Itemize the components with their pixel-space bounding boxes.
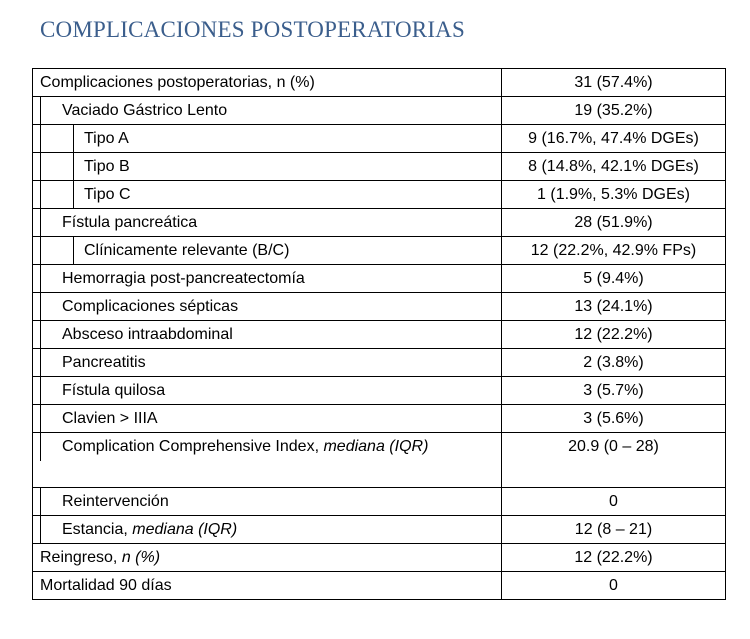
table-row [33,405,726,433]
row-label: Pancreatitis [33,349,501,376]
row-label-cell [33,97,502,125]
row-value: 0 [502,488,726,516]
row-label-cell [33,265,502,293]
row-value: 19 (35.2%) [502,97,726,125]
row-label-cell [33,544,502,572]
table-row [33,97,726,125]
table-row [33,433,726,488]
row-label-cell [33,377,502,405]
row-value: 9 (16.7%, 47.4% DGEs) [502,125,726,153]
table-row [33,321,726,349]
row-value: 3 (5.6%) [502,405,726,433]
row-label: Tipo C [33,181,501,208]
row-value: 2 (3.8%) [502,349,726,377]
row-label: Hemorragia post-pancreatectomía [33,265,501,292]
row-value: 12 (8 – 21) [502,516,726,544]
row-value: 13 (24.1%) [502,293,726,321]
row-label-cell [33,69,502,97]
row-label: Reintervención [33,488,501,515]
table-row [33,265,726,293]
table-row [33,125,726,153]
row-label-text: Estancia, [62,521,133,538]
row-label-cell [33,153,502,181]
row-label-cell [33,321,502,349]
row-label: Complicaciones sépticas [33,293,501,320]
row-value: 12 (22.2%, 42.9% FPs) [502,237,726,265]
row-label-cell [33,433,502,488]
row-label-emphasis: mediana (IQR) [323,438,429,455]
table-row [33,293,726,321]
row-value: 3 (5.7%) [502,377,726,405]
row-label-cell [33,209,502,237]
row-label: Complicaciones postoperatorias, n (%) [40,74,315,91]
row-label [33,516,501,543]
row-label [33,544,501,571]
row-label-cell [33,488,502,516]
row-label: Tipo A [33,125,501,152]
row-label: Fístula quilosa [33,377,501,404]
table-row [33,349,726,377]
table-row [33,377,726,405]
row-value: 12 (22.2%) [502,321,726,349]
table-row [33,516,726,544]
row-value: 12 (22.2%) [502,544,726,572]
row-label-text: Reingreso, [40,549,122,566]
row-value: 0 [502,572,726,600]
table-row [33,572,726,600]
row-label-emphasis: n (%) [121,549,161,566]
row-label: Absceso intraabdominal [33,321,501,348]
row-label-cell [33,572,502,600]
row-label-cell [33,516,502,544]
row-value: 1 (1.9%, 5.3% DGEs) [502,181,726,209]
table-row [33,69,726,97]
table-row [33,181,726,209]
row-value: 20.9 (0 – 28) [502,433,726,488]
row-label: Tipo B [33,153,501,180]
page-title: COMPLICACIONES POSTOPERATORIAS [40,17,465,42]
table-row [33,209,726,237]
row-label: Vaciado Gástrico Lento [33,97,501,124]
row-value: 8 (14.8%, 42.1% DGEs) [502,153,726,181]
row-label: Clavien > IIIA [33,405,501,432]
row-label-cell [33,293,502,321]
row-value: 5 (9.4%) [502,265,726,293]
table-row [33,153,726,181]
row-label-cell [33,125,502,153]
row-label: Mortalidad 90 días [40,577,172,594]
row-value: 28 (51.9%) [502,209,726,237]
table-row [33,237,726,265]
row-value: 31 (57.4%) [502,69,726,97]
row-label [33,433,501,460]
row-label-cell [33,405,502,433]
table-row [33,544,726,572]
row-label-cell [33,181,502,209]
row-label-cell [33,237,502,265]
row-label: Clínicamente relevante (B/C) [33,237,501,264]
row-label-cell [33,349,502,377]
row-label-emphasis: mediana (IQR) [132,521,238,538]
row-label: Fístula pancreática [33,209,501,236]
table-row [33,488,726,516]
row-label-text: Complication Comprehensive Index, [62,438,324,455]
complications-table [32,68,726,600]
